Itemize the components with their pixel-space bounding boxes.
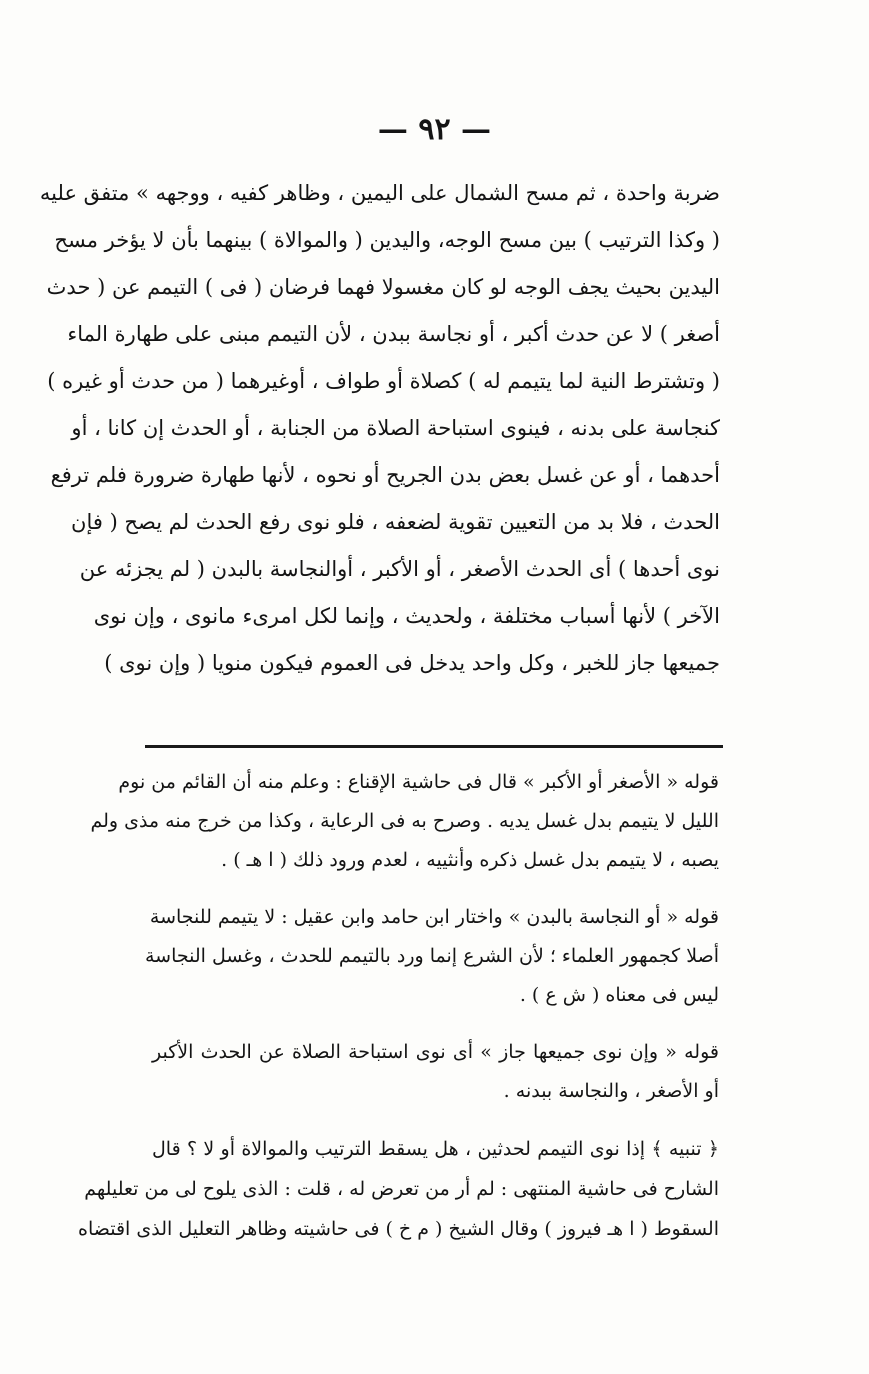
- footnotes: [78, 763, 719, 1267]
- footnote-line: يصبه ، لا يتيمم بدل غسل ذكره وأنثييه ، لعدم ورود ذلك ( ا هـ ) .: [221, 849, 719, 871]
- main-line: ضربة واحدة ، ثم مسح الشمال على اليمين ، وظاهر كفيه ، ووجهه » متفق عليه: [39, 181, 720, 205]
- footnote-divider: [145, 745, 723, 748]
- page-number: — ٩٢ —: [377, 112, 492, 147]
- footnote-line: قوله « وإن نوى جميعها جاز » أى نوى استباحة الصلاة عن الحدث الأكبر: [152, 1041, 719, 1063]
- footnote: [144, 898, 719, 1015]
- footnote-line: السقوط ( ا هـ فيروز ) وقال الشيخ ( م خ ) فى حاشيته وظاهر التعليل الذى اقتضاه: [78, 1218, 719, 1240]
- footnote-line: قوله « الأصغر أو الأكبر » قال فى حاشية الإقناع : وعلم منه أن القائم من نوم: [118, 771, 719, 793]
- main-line: الحدث ، فلا بد من التعيين تقوية لضعفه ، فلو نوى رفع الحدث لم يصح ( فإن: [71, 510, 720, 534]
- main-line: اليدين بحيث يجف الوجه لو كان مغسولا فهما فرضان ( فى ) التيمم عن ( حدث: [46, 275, 720, 299]
- footnote-line: ﴿ تنبيه ﴾ إذا نوى التيمم لحدثين ، هل يسقط الترتيب والموالاة أو لا ؟ قال: [152, 1138, 719, 1160]
- main-line: كنجاسة على بدنه ، فينوى استباحة الصلاة من الجنابة ، أو الحدث إن كانا ، أو: [71, 416, 720, 440]
- main-text: [39, 170, 720, 687]
- main-line: أحدهما ، أو عن غسل بعض بدن الجريح أو نحوه ، لأنها طهارة ضرورة فلم ترفع: [50, 463, 720, 487]
- footnote-line: الشارح فى حاشية المنتهى : لم أر من تعرض له ، قلت : الذى يلوح لى من تعليلهم: [84, 1178, 719, 1200]
- footnote-line: ليس فى معناه ( ش ع ) .: [519, 984, 719, 1006]
- footnote-tanbih: [78, 1129, 719, 1249]
- footnote: [152, 1033, 719, 1111]
- main-line: نوى أحدها ) أى الحدث الأصغر ، أو الأكبر ، أوالنجاسة بالبدن ( لم يجزئه عن: [79, 557, 720, 581]
- footnote: [90, 763, 719, 880]
- main-line: جميعها جاز للخبر ، وكل واحد يدخل فى العموم فيكون منويا ( وإن نوى ): [104, 651, 720, 675]
- footnote-line: أصلا كجمهور العلماء ؛ لأن الشرع إنما ورد بالتيمم للحدث ، وغسل النجاسة: [144, 945, 719, 967]
- footnote-line: الليل لا يتيمم بدل غسل يديه . وصرح به فى الرعاية ، وكذا من خرج منه مذى ولم: [90, 810, 719, 832]
- main-line: ( وتشترط النية لما يتيمم له ) كصلاة أو طواف ، أوغيرهما ( من حدث أو غيره ): [47, 369, 720, 393]
- footnote-line: أو الأصغر ، والنجاسة ببدنه .: [503, 1080, 719, 1102]
- main-line: أصغر ) لا عن حدث أكبر ، أو نجاسة ببدن ، لأن التيمم مبنى على طهارة الماء: [67, 322, 720, 346]
- footnote-line: قوله « أو النجاسة بالبدن » واختار ابن حامد وابن عقيل : لا يتيمم للنجاسة: [149, 906, 719, 928]
- main-line: الآخر ) لأنها أسباب مختلفة ، ولحديث ، وإنما لكل امرىء مانوى ، وإن نوى: [93, 604, 720, 628]
- main-line: ( وكذا الترتيب ) بين مسح الوجه، واليدين ( والموالاة ) بينهما بأن لا يؤخر مسح: [54, 228, 720, 252]
